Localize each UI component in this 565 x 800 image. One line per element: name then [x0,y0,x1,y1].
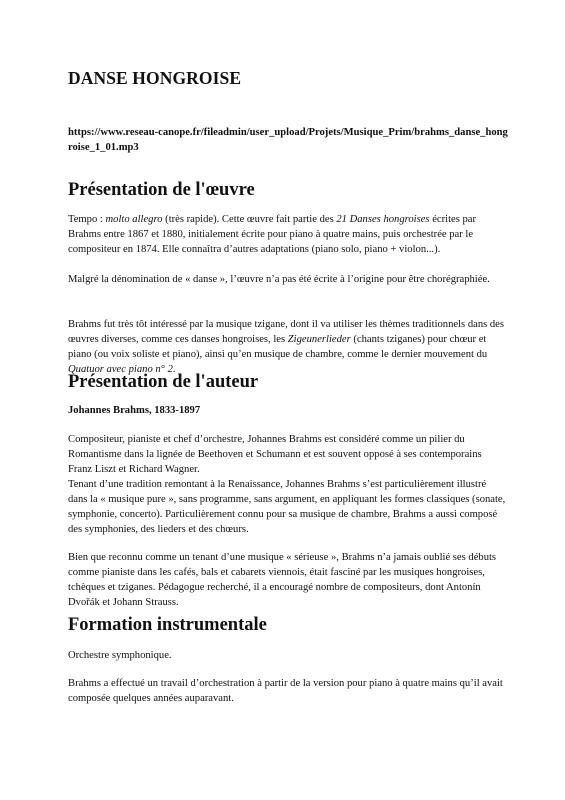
author-subheading: Johannes Brahms, 1833-1897 [68,405,201,416]
text-run: (très rapide). Cette œuvre fait partie des [162,214,337,225]
text-run: Brahms fut très tôt intéressé par la musique tzigane, dont il va utiliser les thèmes traditionnels dans des œuvres diverses, comme ces danses hongroises, les [68,319,505,345]
audio-url-link[interactable]: https://www.reseau-canope.fr/fileadmin/user_upload/Projets/Musique_Prim/brahms_danse_hongroise_1_01.mp3 [68,127,508,153]
text-run: écrites par Brahms entre 1867 et 1880, initialement écrite pour piano à quatre mains, puis orchestrée par le compositeur en 1874. Elle connaîtra d’autres adaptations (piano solo, piano + violon...). [68,214,477,255]
paragraph-serieuse: Bien que reconnu comme un tenant d’une musique « sérieuse », Brahms n’a jamais oublié ses débuts comme pianiste dans les cafés, bals et cabarets viennois, était fasciné par les musiques hongroises, tchèques et tziganes. Pédagogue recherché, il a encouragé nombre de compositeurs, dont Antonín Dvořák et Johann Strauss. [68,552,497,608]
text-run: (chants tziganes) pour chœur et piano (ou voix soliste et piano), ainsi qu’en musique de chambre, comme le dernier mouvement du [68,334,488,360]
document-title: DANSE HONGROISE [68,68,242,88]
paragraph-tempo [68,212,508,257]
paragraph-orchestre: Orchestre symphonique. [68,650,172,661]
section-heading-oeuvre: Présentation de l'œuvre [68,180,255,200]
paragraph-orchestration: Brahms a effectué un travail d’orchestration à partir de la version pour piano à quatre mains qu’il avait composée quelques années auparavant. [68,678,503,704]
text-run: . [172,364,176,375]
paragraph-tradition: Tenant d’une tradition remontant à la Renaissance, Johannes Brahms s’est particulièrement illustré dans la « musique pure », sans programme, sans argument, en appliquant les formes classiques (sonate, symphonie, concerto). Particulièrement connu pour sa musique de chambre, Brahms a aussi composé des symphonies, des lieders et des chœurs. [68,479,506,535]
paragraph-danse: Malgré la dénomination de « danse », l’œuvre n’a pas été écrite à l’origine pour être chorégraphiée. [68,274,490,285]
tempo-italic: molto allegro [105,214,163,225]
quatuor-italic: Quatuor avec piano n° 2 [68,364,173,375]
paragraph-tzigane [68,317,508,377]
zigeunerlieder-italic: Zigeunerlieder [287,334,351,345]
section-heading-formation: Formation instrumentale [68,615,267,635]
work-title-italic: 21 Danses hongroises [336,214,430,225]
section-heading-auteur: Présentation de l'auteur [68,372,259,392]
paragraph-compositeur: Compositeur, pianiste et chef d’orchestre, Johannes Brahms est considéré comme un pilier du Romantisme dans la lignée de Beethoven et Schumann et est souvent opposé à ses contemporains Franz Liszt et Richard Wagner. [68,434,482,475]
text-run: Tempo : [68,214,106,225]
